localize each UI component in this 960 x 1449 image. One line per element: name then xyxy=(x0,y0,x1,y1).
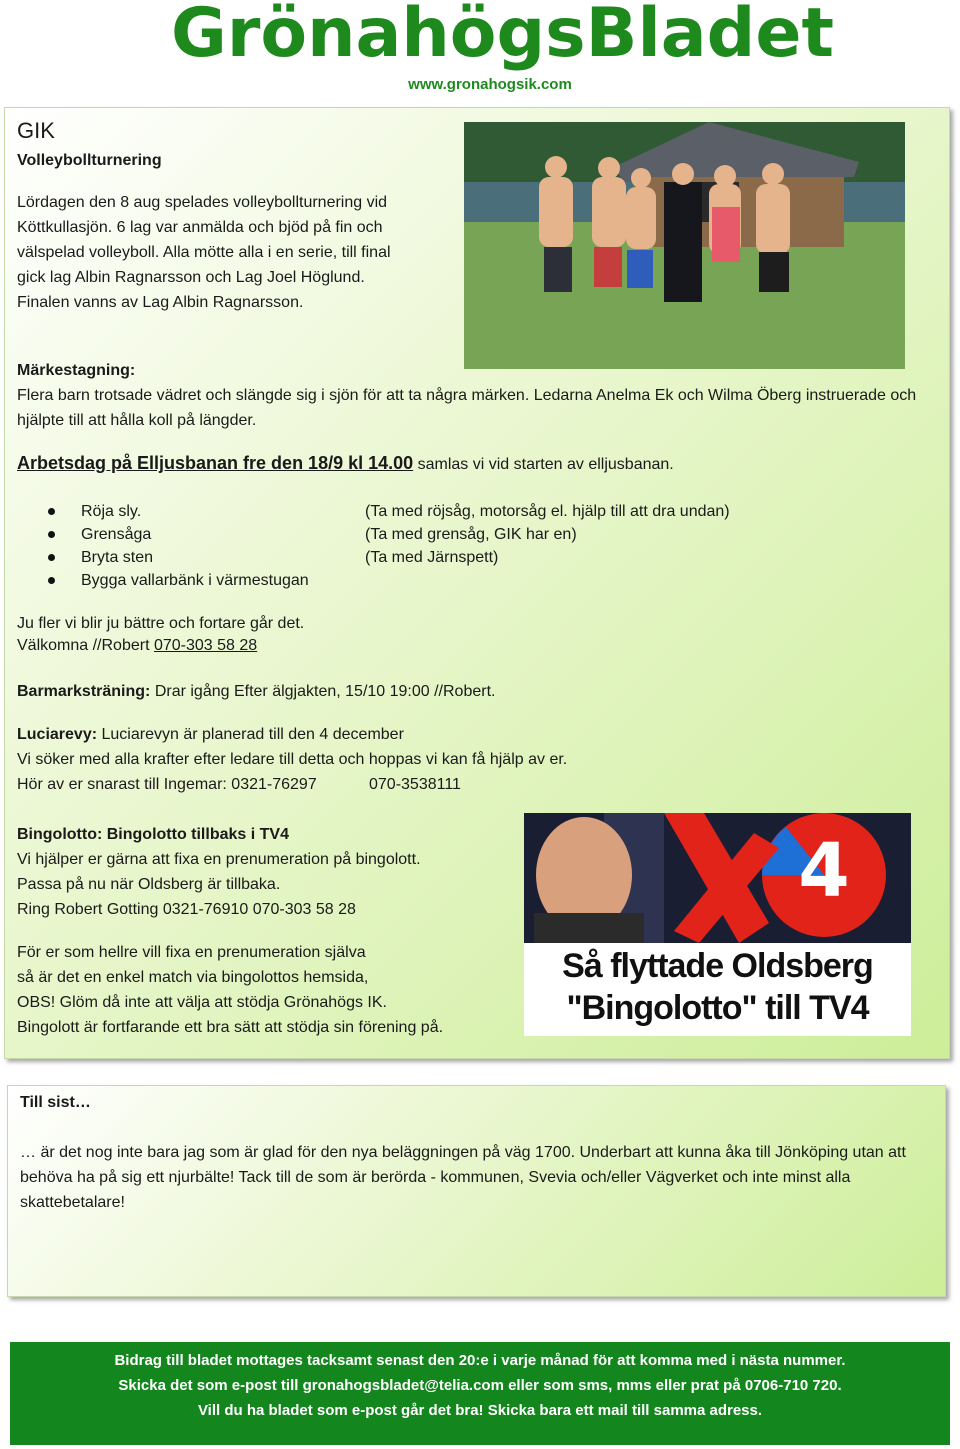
bingolotto-news-image xyxy=(524,813,911,1036)
arbetsdag-line xyxy=(17,451,674,477)
task-note: (Ta med Järnspett) xyxy=(365,549,499,566)
image-caption-2: "Bingolotto" till TV4 xyxy=(566,989,869,1027)
image-caption-1: Så flyttade Oldsberg xyxy=(562,947,873,985)
task-item: Bryta sten xyxy=(81,549,154,566)
arbetsdag-tail: samlas vi vid starten av elljusbanan. xyxy=(413,456,674,473)
till-sist-line: skattebetalare! xyxy=(20,1194,125,1211)
markestagning-heading: Märkestagning: xyxy=(17,362,136,379)
markestagning-line: Flera barn trotsade vädret och slängde sig i sjön för att ta några märken. Ledarna Anelma Ek och Wilma Öberg instruerade och xyxy=(17,387,917,404)
bingo-line: Bingolott är fortfarande ett bra sätt att stödja sin förening på. xyxy=(17,1019,444,1036)
bingolotto-heading: Bingolotto: Bingolotto tillbaks i TV4 xyxy=(17,826,289,843)
bingo-line: Ring Robert Gotting 0321-76910 070-303 58 28 xyxy=(17,901,356,918)
signoff-text: Välkomna //Robert xyxy=(17,637,154,654)
task-note: (Ta med röjsåg, motorsåg el. hjälp till att dra undan) xyxy=(365,503,730,520)
paragraph-line: gick lag Albin Ragnarsson och Lag Joel Höglund. xyxy=(17,269,365,286)
arbetsdag-signoff xyxy=(17,633,257,658)
lucia-line xyxy=(17,722,404,747)
bullet-icon xyxy=(48,508,55,515)
website-link[interactable]: www.gronahogsik.com xyxy=(408,76,572,93)
bullet-icon xyxy=(48,554,55,561)
lucia-contact: Hör av er snarast till Ingemar: 0321-76297 xyxy=(17,776,317,793)
lucia-label: Luciarevy: xyxy=(17,726,98,743)
gik-heading: GIK xyxy=(17,118,55,143)
bingo-line: OBS! Glöm då inte att välja att stödja Grönahögs IK. xyxy=(17,994,387,1011)
arbetsdag-heading: Arbetsdag på Elljusbanan fre den 18/9 kl 14.00 xyxy=(17,453,414,473)
bingo-line: För er som hellre vill fixa en prenumeration själva xyxy=(17,944,366,961)
bingo-line: Vi hjälper er gärna att fixa en prenumeration på bingolott. xyxy=(17,851,421,868)
newsletter-title: GrönahögsBladet xyxy=(171,0,834,73)
robert-phone-link[interactable]: 070-303 58 28 xyxy=(153,637,258,654)
bullet-icon xyxy=(48,577,55,584)
arbetsdag-closing: Ju fler vi blir ju bättre och fortare går det. xyxy=(17,615,305,632)
tv4-number: 4 xyxy=(798,828,850,914)
bullet-icon xyxy=(48,531,55,538)
paragraph-line: Köttkullasjön. 6 lag var anmälda och bjöd på fin och xyxy=(17,219,383,236)
footer-banner xyxy=(10,1342,950,1445)
volleyball-team-photo xyxy=(464,122,905,369)
lucia-line-2: Vi söker med alla krafter efter ledare till detta och hoppas vi kan få hjälp av er. xyxy=(17,751,568,768)
paragraph-line: Finalen vanns av Lag Albin Ragnarsson. xyxy=(17,294,304,311)
till-sist-heading: Till sist… xyxy=(20,1094,91,1111)
barmark-line xyxy=(17,679,495,704)
paragraph-line: välspelad volleyboll. Alla mötte alla i en serie, till final xyxy=(17,244,391,261)
task-item: Röja sly. xyxy=(81,503,142,520)
till-sist-line: behöva ha på sig ett njurbälte! Tack till de som är berörda - kommunen, Svevia och/eller Vägverket och inte minst alla xyxy=(20,1169,851,1186)
till-sist-panel xyxy=(7,1085,946,1297)
volleyboll-heading: Volleybollturnering xyxy=(17,152,162,169)
markestagning-line: hjälpte till att hålla koll på längder. xyxy=(17,412,257,429)
footer-line: Bidrag till bladet mottages tacksamt senast den 20:e i varje månad för att komma med i nästa nummer. xyxy=(114,1352,846,1369)
footer-line: Vill du ha bladet som e-post går det bra! Skicka bara ett mail till samma adress. xyxy=(197,1402,763,1419)
paragraph-line: Lördagen den 8 aug spelades volleybollturnering vid xyxy=(17,194,388,211)
task-item: Grensåga xyxy=(81,526,152,543)
till-sist-line: … är det nog inte bara jag som är glad för den nya beläggningen på väg 1700. Underbart att kunna åka till Jönköping utan att xyxy=(20,1144,906,1161)
footer-line: Skicka det som e-post till gronahogsbladet@telia.com eller som sms, mms eller prat på 0706-710 720. xyxy=(118,1377,842,1394)
task-note: (Ta med grensåg, GIK har en) xyxy=(365,526,577,543)
barmark-text: Drar igång Efter älgjakten, 15/10 19:00 //Robert. xyxy=(150,683,496,700)
bingo-line: så är det en enkel match via bingolottos hemsida, xyxy=(17,969,369,986)
masthead xyxy=(0,0,960,100)
lucia-text: Luciarevyn är planerad till den 4 december xyxy=(97,726,404,743)
bingo-line: Passa på nu när Oldsberg är tillbaka. xyxy=(17,876,281,893)
barmark-label: Barmarksträning: xyxy=(17,683,151,700)
task-item: Bygga vallarbänk i värmestugan xyxy=(81,572,309,589)
lucia-mobile: 070-3538111 xyxy=(369,776,461,793)
